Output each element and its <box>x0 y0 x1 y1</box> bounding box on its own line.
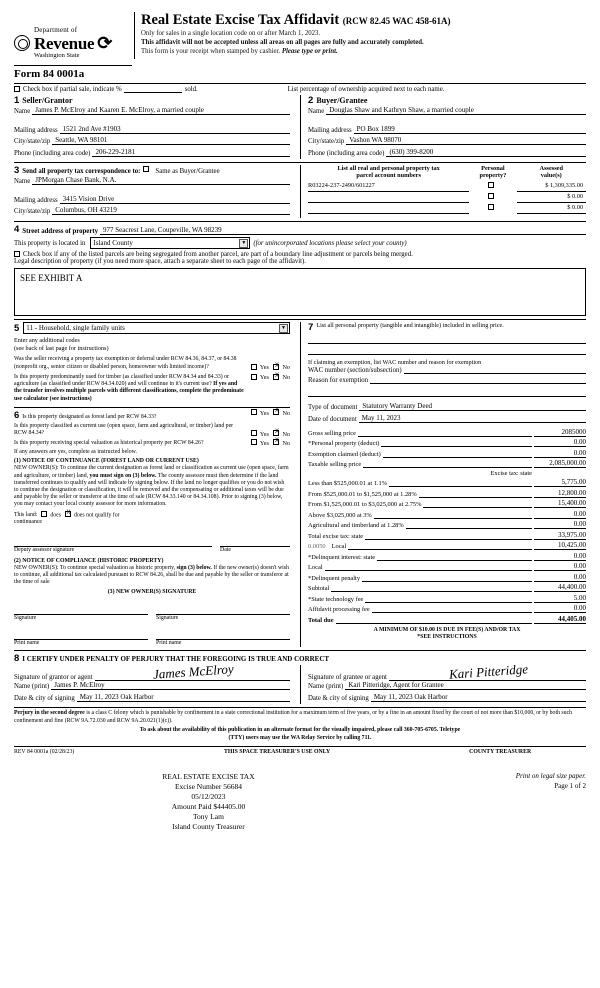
grantee-date-label: Date & city of signing <box>308 694 369 702</box>
s7-personal-property-line-2[interactable] <box>308 344 586 355</box>
s6-h2: (2) NOTICE OF COMPLIANCE (HISTORIC PROPERTY) <box>14 557 164 564</box>
segregated-checkbox[interactable] <box>14 251 20 257</box>
new-owner-signature-2[interactable] <box>156 602 290 615</box>
section-4-number: 4 <box>14 223 20 235</box>
assessor-date-field[interactable] <box>220 534 290 547</box>
assessor-signature-label: Deputy assessor signature <box>14 547 75 554</box>
grantee-name[interactable]: Kari Pitteridge, Agent for Grantee <box>345 681 586 690</box>
parcel-cell[interactable] <box>308 202 469 213</box>
s6-q2-answer[interactable]: Yes XNo <box>246 431 290 438</box>
money-row: Local 0.00 <box>308 562 586 572</box>
grantor-date[interactable]: May 11, 2023 Oak Harbor <box>77 693 290 702</box>
s3-city-label: City/state/zip <box>14 208 51 216</box>
partial-sale-label-a: Check box if partial sale, indicate % <box>23 86 122 93</box>
s5-q1-text: Was the seller receiving a property tax exemption or deferral under RCW 84.36, 84.37, or 84.38 (nonprofit org., senior citizen or disabled person, homeowner with limited income)? <box>14 356 237 370</box>
parcel-table <box>308 165 586 214</box>
county-select-value: Island County <box>93 239 133 248</box>
s7-money-list <box>308 428 586 624</box>
agency-block <box>14 12 134 80</box>
parcel-col-header: List all real and personal property tax parcel account numbers <box>337 165 440 180</box>
s7-doctype-value[interactable]: Statutory Warranty Deed <box>359 402 586 411</box>
page-title-text: Real Estate Excise Tax Affidavit <box>141 12 340 28</box>
s6-q3-no-checkbox[interactable] <box>273 439 279 445</box>
legal-description-box[interactable] <box>14 268 586 316</box>
land-use-select[interactable] <box>23 322 290 334</box>
buyer-phone-label: Phone (including area code) <box>308 149 385 157</box>
partial-sale-input[interactable] <box>124 92 182 93</box>
header-sub2: This affidavit will not be accepted unless all areas on all pages are fully and accurately completed. <box>141 39 424 47</box>
grantor-sig-label: Signature of grantor or agent <box>14 674 93 682</box>
s7-docdate-value[interactable]: May 11, 2023 <box>359 414 586 423</box>
partial-sale-row <box>14 86 586 93</box>
money-row: *Delinquent penalty 0.00 <box>308 572 586 582</box>
money-row: Taxable selling price 2,085,000.00 <box>308 459 586 469</box>
s6-q1-text: Is this property designated as forest land per RCW 84.33? <box>22 413 157 420</box>
s6-does-checkbox[interactable] <box>41 511 47 517</box>
money-row: Agricultural and timberland at 1.28% 0.00 <box>308 520 586 530</box>
header-sub3 <box>141 47 586 56</box>
s4-address-label: Street address of property <box>22 227 98 235</box>
new-owner-sig-label-1: Signature <box>14 614 37 621</box>
s3-mailing[interactable]: 3415 Vision Drive <box>60 195 290 204</box>
new-owner-print-1[interactable] <box>14 627 148 640</box>
section-4 <box>14 224 586 317</box>
county-treasurer-label: COUNTY TREASURER <box>469 748 532 755</box>
title-block <box>134 12 586 59</box>
s6-h1: (1) NOTICE OF CONTINUANCE (FOREST LAND OR CURRENT USE) <box>14 458 199 465</box>
section-2-heading: Buyer/Grantee <box>316 96 368 105</box>
table-row <box>308 202 586 213</box>
new-owner-sig-label-2: Signature <box>156 614 179 621</box>
s7-wac-value[interactable] <box>404 373 586 374</box>
money-row: From $1,525,000.01 to $3,025,000 at 2.75% 15,400.00 <box>308 499 586 509</box>
table-row <box>308 180 586 191</box>
money-row: *Personal property (deduct) 0.00 <box>308 438 586 448</box>
ada-note-1: To ask about the availability of this publication in an alternate format for the visually impaired, please call 360-705-6705. Teletype <box>139 727 461 734</box>
chevron-down-icon[interactable]: ▼ <box>279 324 288 333</box>
agency-line3: Washington State <box>34 52 80 59</box>
section-1-heading: Seller/Grantor <box>22 96 73 105</box>
section-8-number: 8 <box>14 653 20 665</box>
personal-property-checkbox[interactable] <box>488 182 494 188</box>
s5-q2-yes-checkbox[interactable] <box>251 374 257 380</box>
header-sub3-a: This form is your receipt when stamped by cashier. <box>141 48 281 56</box>
section-2-number: 2 <box>308 95 314 106</box>
seller-phone[interactable]: 206-229-2181 <box>92 148 290 157</box>
s5-q2-no-checkbox[interactable] <box>273 374 279 380</box>
s3-mailing-label: Mailing address <box>14 196 58 204</box>
buyer-name[interactable]: Douglas Shaw and Kathryn Shaw, a married couple <box>326 106 586 115</box>
same-as-buyer-checkbox[interactable] <box>143 166 149 172</box>
s6-opt2[interactable]: X does not qualify for <box>65 512 120 520</box>
chevron-down-icon[interactable]: ▼ <box>239 239 248 248</box>
footer-row <box>14 749 586 756</box>
parcel-cell[interactable] <box>308 191 469 202</box>
perjury-lead: Perjury in the second degree <box>14 710 85 717</box>
assessed-cell[interactable]: $ 0.00 <box>517 191 587 202</box>
s5-q1-answer[interactable]: Yes XNo <box>246 364 290 371</box>
money-row: Exemption claimed (deduct) 0.00 <box>308 448 586 458</box>
assessed-cell[interactable]: $ 0.00 <box>517 202 587 213</box>
section-7-number: 7 <box>308 322 314 334</box>
header-sub3-b: Please type or print. <box>281 48 338 56</box>
grantor-date-label: Date & city of signing <box>14 694 75 702</box>
money-row: *Delinquent interest: state 0.00 <box>308 551 586 561</box>
s3-name-label: Name <box>14 178 31 186</box>
buyer-mailing[interactable]: PO Box 1899 <box>354 125 586 134</box>
section-5-number: 5 <box>14 322 20 334</box>
money-row: Less than $525,000.01 at 1.1% 5,775.00 <box>308 478 586 488</box>
s6-continuance: continuance <box>14 519 43 526</box>
s7-doctype-label: Type of document <box>308 404 358 412</box>
section-3-heading: Send all property tax correspondence to: <box>22 168 141 176</box>
money-row: Subtotal 44,400.00 <box>308 583 586 593</box>
s3-city[interactable]: Columbus, OH 43219 <box>52 206 290 215</box>
s6-opt1[interactable]: does <box>41 512 61 520</box>
s7-reason-label: Reason for exemption <box>308 376 369 384</box>
money-row-header: Excise tax: state <box>490 469 532 477</box>
s3-name[interactable]: JPMorgan Chase Bank, N.A. <box>32 176 290 185</box>
assessor-date-label: Date <box>220 547 231 554</box>
s6-h3: (3) NEW OWNER(S) SIGNATURE <box>107 588 197 595</box>
parcel-cell[interactable]: R03224-237-2490/601227 <box>308 180 469 191</box>
new-owner-signature-1[interactable] <box>14 602 148 615</box>
assessed-cell[interactable]: $ 1,309,335.00 <box>517 180 587 191</box>
personal-property-checkbox[interactable] <box>488 204 494 210</box>
section-3-left <box>14 165 296 218</box>
document-header <box>14 12 586 80</box>
s6-p1: NEW OWNER(S): To continue the current designation as forest land or classification as current use (open space, farm and agriculture, or timber) land, you must sign on (3) below. The county assessor must then determine if the land transferred continues to qualify and will indicate by signing below. If the land no longer qualifies or you do not wish to continue the designation or classification, it will be removed and the compensating or additional taxes will be due and payable by the seller or transferor at the time of sale (RCW 84.33.140 or 84.34.108). Prior to signing (3) below, you may contact your local county assessor for more information. <box>14 465 289 508</box>
s4-segregated-label: Check box if any of the listed parcels are being segregated from another parcel, are part of a boundary line adjustment or parcels being merged. <box>23 251 413 259</box>
s7-docdate-label: Date of document <box>308 415 357 423</box>
s6-q1-no-checkbox[interactable] <box>273 409 279 415</box>
ownership-note: List percentage of ownership acquired next to each name. <box>287 86 445 93</box>
grantor-name-label: Name (print) <box>14 683 50 691</box>
header-sub1: Only for sales in a single location code on or after March 1, 2023. <box>141 30 321 37</box>
agency-name: Revenue <box>34 33 95 53</box>
s6-land-label: This land: <box>14 512 38 518</box>
section-1-number: 1 <box>14 95 20 106</box>
s6-p2: NEW OWNER(S): To continue special valuation as historic property, sign (3) below. If the new owner(s) doesn't wish to continue, all additional tax calculated pursuant to RCW 84.26, shall be due and payable by the seller or transferor at the time of sale <box>14 564 289 586</box>
seller-city-label: City/state/zip <box>14 138 51 146</box>
section-7 <box>304 322 586 647</box>
new-owner-print-label-1: Print name <box>14 640 40 647</box>
grantor-signature[interactable]: James McElroy <box>95 665 290 681</box>
grantor-name[interactable]: James P. McElroy <box>51 681 290 690</box>
local-rate: 0.0050 <box>308 543 326 551</box>
personal-cell[interactable] <box>469 180 516 191</box>
personal-cell[interactable] <box>469 191 516 202</box>
same-as-buyer-label: Same as Buyer/Grantee <box>155 168 220 176</box>
s7-heading: List all personal property (tangible and intangible) included in selling price. <box>316 322 504 330</box>
ada-note-2: (TTY) users may use the WA Relay Service by calling 711. <box>228 734 372 741</box>
s6-does-not-checkbox[interactable] <box>65 511 71 517</box>
s4-legal-label: Legal description of property (if you need more space, attach a separate sheet to each page of the affidavit). <box>14 258 307 266</box>
seller-city[interactable]: Seattle, WA 98101 <box>52 136 290 145</box>
partial-sale-checkbox[interactable] <box>14 86 20 92</box>
money-row-local: 0.0050 Local 10,425.00 <box>308 541 586 551</box>
land-use-select-value: 11 - Household, single family units <box>26 324 125 333</box>
s4-address[interactable]: 977 Seacrest Lane, Coupeville, WA 98239 <box>100 226 586 235</box>
s6-q2-yes-checkbox[interactable] <box>251 430 257 436</box>
page-title <box>141 12 586 29</box>
personal-property-checkbox[interactable] <box>488 193 494 199</box>
new-owner-print-label-2: Print name <box>156 640 182 647</box>
buyer-city[interactable]: Vashon WA 98070 <box>346 136 586 145</box>
legal-size-note: Print on legal size paper. <box>515 771 586 780</box>
section-6-number: 6 <box>14 409 20 421</box>
s7-reason-value[interactable] <box>370 383 586 384</box>
s4-located-label: This property is located in <box>14 239 86 247</box>
personal-col-header: Personal property? <box>479 165 507 180</box>
s5-q2-bold: If yes and the transfer involves multiple parcels with different classifications, complete the predominate use calculator (see instructions) <box>14 381 244 402</box>
page-title-rcw: (RCW 82.45 WAC 458-61A) <box>342 16 451 26</box>
s5-q1-no-checkbox[interactable] <box>273 364 279 370</box>
s4-located-note: (for unincorporated locations please select your county) <box>253 239 407 247</box>
treasurer-stamp: REAL ESTATE EXCISE TAX Excise Number 56684 05/12/2023 Amount Paid $44405.00 Tony Lam Island County Treasurer <box>162 771 255 832</box>
s5-q2-answer[interactable]: Yes XNo <box>246 374 290 403</box>
section-6 <box>14 410 290 647</box>
s7-minimum-2: *SEE INSTRUCTIONS <box>417 634 477 641</box>
seller-mailing[interactable]: 1521 2nd Ave #1903 <box>60 125 290 134</box>
s7-minimum-1: A MINIMUM OF $10.00 IS DUE IN FEE(S) AND/OR TAX <box>373 626 521 633</box>
s7-exempt-label: If claiming an exemption, list WAC number and reason for exemption <box>308 359 482 367</box>
rev-number: REV 84 0001a (02/28/23) <box>14 748 75 755</box>
buyer-mailing-label: Mailing address <box>308 126 352 134</box>
s6-q3-yes-checkbox[interactable] <box>251 439 257 445</box>
money-row: Affidavit processing fee 0.00 <box>308 604 586 614</box>
buyer-phone[interactable]: (630) 399-8200 <box>386 148 586 157</box>
perjury-note <box>14 710 586 725</box>
section-seller <box>14 95 296 159</box>
s6-ifyes: If any answers are yes, complete as instructed below. <box>14 448 137 455</box>
section-8 <box>14 653 586 704</box>
grantee-signature[interactable]: Kari Pitteridge <box>389 665 586 681</box>
section-8-heading: I CERTIFY UNDER PENALTY OF PERJURY THAT THE FOREGOING IS TRUE AND CORRECT <box>22 655 330 664</box>
s7-wac-label: WAC number (section/subsection) <box>308 367 402 375</box>
perjury-text: is a class C felony which is punishable by confinement in a state correctional institution for a maximum term of five years, or by a fine in an amount fixed by the court of not more than $10,000, or by both such confinement and fine (RCW 9A.72.030 and RCW 9A.20.021(1)(c)). <box>14 710 573 724</box>
grantee-name-label: Name (print) <box>308 683 344 691</box>
s6-q3-answer[interactable]: Yes XNo <box>246 440 290 447</box>
seller-mailing-label: Mailing address <box>14 126 58 134</box>
seller-name[interactable]: James P. McElroy and Kaaren E. McElroy, a married couple <box>32 106 290 115</box>
form-number: Form 84 0001a <box>14 65 132 80</box>
section-3-table-wrap <box>304 165 586 218</box>
s5-q2-text: Is this property predominantly used for timber (as classified under RCW 84.34 and 84.33) or agriculture (as classified under RCW 84.34.020) and will continue in it's current use? If yes and the transfer involves multiple parcels with different classifications, complete the predominate use calculator (see instructions) <box>14 373 244 402</box>
assessed-col-header: Assessed value(s) <box>539 165 563 180</box>
section-5 <box>14 322 296 647</box>
money-row: Above $3,025,000 at 3% 0.00 <box>308 509 586 519</box>
seller-phone-label: Phone (including area code) <box>14 149 91 157</box>
treasurer-space-label: THIS SPACE TREASURER'S USE ONLY <box>224 748 331 755</box>
legal-description-text: SEE EXHIBIT A <box>20 273 83 284</box>
s5-codes-sub: (see back of last page for instructions) <box>14 345 109 353</box>
s6-q3-text: Is this property receiving special valuation as historical property per RCW 84.26? <box>14 439 204 446</box>
revenue-swirl-icon: ⟳ <box>97 33 113 53</box>
money-row: Total excise tax: state 33,975.00 <box>308 530 586 540</box>
s6-q2-text: Is this property classified as current use (open space, farm and agricultural, or timber) land per RCW 84.34? <box>14 423 234 437</box>
money-row: Gross selling price 2085000 <box>308 427 586 437</box>
money-row: *State technology fee 5.00 <box>308 593 586 603</box>
money-row: From $525,000.01 to $1,525,000 at 1.28% 12,800.00 <box>308 488 586 498</box>
page-number: Page 1 of 2 <box>554 781 586 790</box>
assessor-signature-field[interactable] <box>14 534 212 547</box>
table-row <box>308 191 586 202</box>
section-3-number: 3 <box>14 165 20 177</box>
grantee-sig-label: Signature of grantee or agent <box>308 674 387 682</box>
s7-personal-property-line-1[interactable] <box>308 333 586 344</box>
new-owner-print-2[interactable] <box>156 627 290 640</box>
s6-q1-yes-checkbox[interactable] <box>251 409 257 415</box>
county-select[interactable] <box>90 237 250 249</box>
grantor-sign-block <box>14 661 296 704</box>
buyer-name-label: Name <box>308 108 325 116</box>
money-row: Total due 44,405.00 <box>308 614 586 624</box>
s7-reason-line-2[interactable] <box>308 386 586 397</box>
grantee-date[interactable]: May 11, 2023 Oak Harbor <box>371 693 586 702</box>
state-seal-icon <box>14 35 30 51</box>
agency-line1: Department of <box>34 26 78 34</box>
s6-q2-no-checkbox[interactable] <box>273 430 279 436</box>
s5-codes-label: Enter any additional codes <box>14 337 80 345</box>
section-buyer <box>304 95 586 159</box>
partial-sale-label-b: sold. <box>184 86 198 93</box>
buyer-city-label: City/state/zip <box>308 138 345 146</box>
seller-name-label: Name <box>14 108 31 116</box>
s5-q1-yes-checkbox[interactable] <box>251 364 257 370</box>
s6-q1-answer[interactable]: Yes XNo <box>246 410 290 421</box>
personal-cell[interactable] <box>469 202 516 213</box>
grantee-sign-block <box>304 661 586 704</box>
